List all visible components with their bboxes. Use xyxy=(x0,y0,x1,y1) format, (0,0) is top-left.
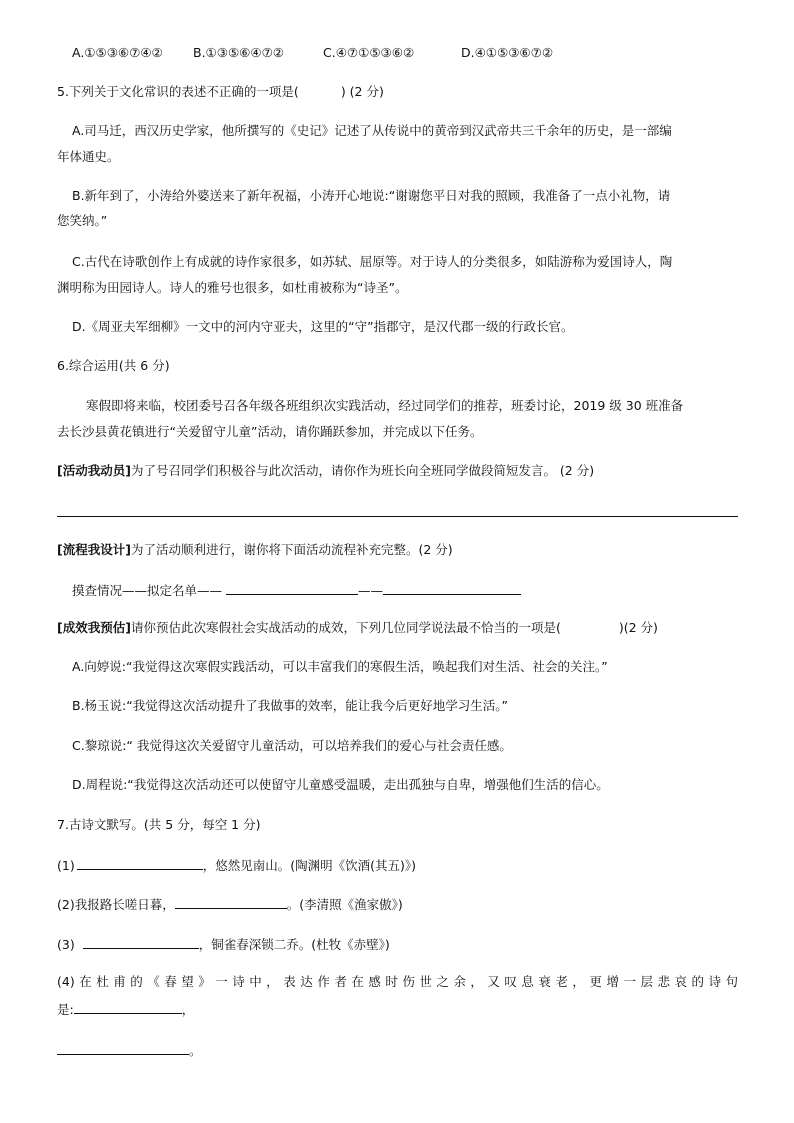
poem-blank-1[interactable] xyxy=(77,855,203,870)
answer-line[interactable] xyxy=(57,516,738,517)
q5-option-a-line1: A.司马迁，西汉历史学家，他所撰写的《史记》记述了从传说中的黄帝到汉武帝共三千余年的历史，是一部编 xyxy=(72,123,672,138)
q7-item1: (1) ，悠然见南山。(陶渊明《饮酒(其五)》) xyxy=(57,855,416,875)
q7-title: 7.古诗文默写。(共 5 分，每空 1 分) xyxy=(57,817,261,832)
q6-part1-text: 为了号召同学们积极谷与此次活动，请你作为班长向全班同学做段简短发言。 (2 分) xyxy=(130,463,595,478)
q6-part3-text: 请你预估此次寒假社会实战活动的成效，下列几位同学说法最不恰当的一项是( xyxy=(130,620,561,635)
q4-option-a: A.①⑤③⑥⑦④② xyxy=(72,45,163,60)
q6-intro-line2: 去长沙县黄花镇进行“关爱留守儿童”活动，请你踊跃参加，并完成以下任务。 xyxy=(57,424,483,439)
q7-item3: (3) ，铜雀春深锁二乔。(杜牧《赤壁》) xyxy=(57,934,390,954)
q5-stem: 5.下列关于文化常识的表述不正确的一项是( ) (2 分) xyxy=(57,84,384,99)
q5-option-c-line2: 渊明称为田园诗人。诗人的雅号也很多，如杜甫被称为“诗圣”。 xyxy=(57,280,408,295)
q6-flow: 摸查情况——拟定名单—— —— xyxy=(72,580,521,600)
q7-item4-line3: 。 xyxy=(57,1040,202,1060)
q4-options xyxy=(72,44,553,62)
q7-item4-line2: 是: ， xyxy=(57,999,194,1019)
q6-part2 xyxy=(57,541,453,559)
q6-option-b: B.杨玉说:“我觉得这次活动提升了我做事的效率，能让我今后更好地学习生活。” xyxy=(72,698,508,713)
q6-intro-line1: 寒假即将来临，校团委号召各年级各班组织次实践活动，经过同学们的推荐，班委讨论，2019 级 30 班准备 xyxy=(86,398,684,413)
q4-option-c: C.④⑦①⑤③⑥② xyxy=(323,45,415,60)
q5-option-b-line2: 您笑纳。” xyxy=(57,213,108,228)
q5-option-d: D.《周亚夫军细柳》一文中的河内守亚夫，这里的“守”指郡守，是汉代郡一级的行政长官。 xyxy=(72,319,574,334)
q6-option-a: A.向婷说:“我觉得这次寒假实践活动，可以丰富我们的寒假生活，唤起我们对生活、社会的关注。” xyxy=(72,659,608,674)
q6-part1-tag: [活动我动员] xyxy=(57,463,131,478)
flow-blank-1[interactable] xyxy=(226,580,358,595)
q6-title: 6.综合运用(共 6 分) xyxy=(57,358,170,373)
q5-option-c-line1: C.古代在诗歌创作上有成就的诗作家很多，如苏轼、屈原等。对于诗人的分类很多，如陆游称为爱国诗人，陶 xyxy=(72,254,673,269)
q6-option-c: C.黎琼说:“ 我觉得这次关爱留守儿童活动，可以培养我们的爱心与社会责任感。 xyxy=(72,738,512,753)
q6-option-d: D.周程说:“我觉得这次活动还可以使留守儿童感受温暖，走出孤独与自卑，增强他们生活的信心。 xyxy=(72,777,609,792)
poem-blank-4[interactable] xyxy=(74,999,182,1014)
q5-option-b-line1: B.新年到了，小涛给外婆送来了新年祝福，小涛开心地说:“谢谢您平日对我的照顾，我准备了一点小礼物，请 xyxy=(72,188,671,203)
flow-blank-2[interactable] xyxy=(383,580,521,595)
q6-part3-tag: [成效我预估] xyxy=(57,620,131,635)
poem-blank-2[interactable] xyxy=(175,894,287,909)
q5-option-a-line2: 年体通史。 xyxy=(57,149,120,164)
q7-item2: (2)我报路长嗟日暮， 。(李清照《渔家傲》) xyxy=(57,894,403,914)
q4-option-b: B.①③⑤⑥④⑦② xyxy=(193,45,284,60)
q7-item4-line1: (4)在杜甫的《春望》一诗中，表达作者在感时伤世之余，又叹息衰老，更增一层悲哀的诗句 xyxy=(57,974,738,989)
q6-part3: [成效我预估]请你预估此次寒假社会实战活动的成效，下列几位同学说法最不恰当的一项是( )(2 分) xyxy=(57,620,658,635)
q4-option-d: D.④①⑤③⑥⑦② xyxy=(461,45,554,60)
q6-part2-tag: [流程我设计] xyxy=(57,542,131,557)
q6-part1 xyxy=(57,462,594,480)
q6-part2-text: 为了活动顺利进行，谢你将下面活动流程补充完整。(2 分) xyxy=(130,542,453,557)
poem-blank-3[interactable] xyxy=(83,934,199,949)
poem-blank-5[interactable] xyxy=(57,1040,189,1055)
